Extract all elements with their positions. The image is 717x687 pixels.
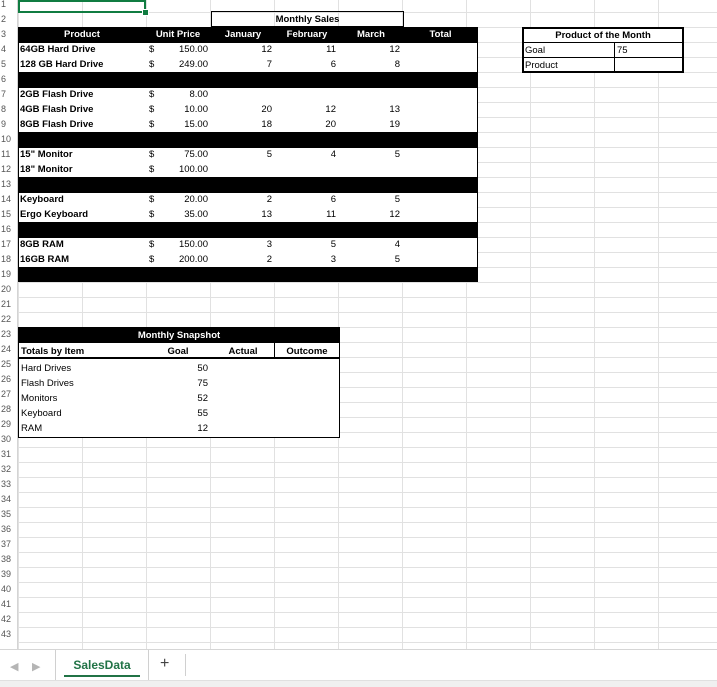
february-cell[interactable]: 5 xyxy=(330,239,336,250)
february-cell[interactable]: 3 xyxy=(330,254,336,265)
january-cell[interactable] xyxy=(211,87,275,102)
march-cell[interactable]: 5 xyxy=(394,149,400,160)
january-cell[interactable] xyxy=(211,162,275,177)
product-of-month-title[interactable]: Product of the Month xyxy=(555,30,651,41)
january-cell[interactable]: 13 xyxy=(261,209,272,220)
monthly-sales-header[interactable]: Monthly Sales xyxy=(275,14,340,25)
snapshot-goal[interactable]: 75 xyxy=(197,378,208,389)
january-cell[interactable]: 12 xyxy=(261,44,272,55)
january-cell[interactable]: 20 xyxy=(261,104,272,115)
snapshot-goal[interactable]: 50 xyxy=(197,363,208,374)
unit-price-cell[interactable]: 249.00 xyxy=(178,59,208,70)
row-number[interactable]: 41 xyxy=(1,599,12,609)
row-number[interactable]: 19 xyxy=(1,269,12,279)
february-cell[interactable]: 11 xyxy=(326,209,336,220)
row-number[interactable]: 15 xyxy=(1,209,12,219)
row-number[interactable]: 27 xyxy=(1,389,12,399)
unit-price-cell[interactable]: 150.00 xyxy=(178,44,208,55)
row-number[interactable]: 12 xyxy=(1,164,12,174)
currency-symbol: $ xyxy=(149,149,155,160)
february-cell[interactable] xyxy=(275,162,339,177)
snapshot-title[interactable]: Monthly Snapshot xyxy=(137,330,221,341)
row-number[interactable]: 18 xyxy=(1,254,12,264)
january-cell[interactable]: 5 xyxy=(266,149,272,160)
unit-price-cell[interactable]: 15.00 xyxy=(184,119,208,130)
currency-symbol: $ xyxy=(149,209,155,220)
snapshot-item[interactable]: Keyboard xyxy=(21,408,62,419)
snapshot-header-goal[interactable]: Goal xyxy=(167,346,189,357)
header-unit-price[interactable]: Unit Price xyxy=(155,29,201,40)
row-header[interactable] xyxy=(0,0,18,649)
row-number[interactable]: 35 xyxy=(1,509,12,519)
header-total[interactable]: Total xyxy=(429,29,452,40)
header-product[interactable]: Product xyxy=(64,29,100,40)
currency-symbol: $ xyxy=(149,44,155,55)
header-february[interactable]: February xyxy=(286,29,328,40)
pom-goal-label[interactable]: Goal xyxy=(525,45,546,56)
snapshot-item[interactable]: RAM xyxy=(21,423,43,434)
snapshot-goal[interactable]: 12 xyxy=(197,423,208,434)
prev-sheet-icon[interactable]: ◀ xyxy=(10,661,19,673)
row-number[interactable]: 36 xyxy=(1,524,12,534)
product-cell[interactable]: Keyboard xyxy=(20,194,64,205)
product-cell[interactable]: 8GB Flash Drive xyxy=(20,119,94,130)
tab-separator xyxy=(185,654,186,676)
snapshot-item[interactable]: Hard Drives xyxy=(21,363,72,374)
march-cell[interactable]: 13 xyxy=(389,104,400,115)
product-cell[interactable]: 2GB Flash Drive xyxy=(20,89,94,100)
row-number[interactable]: 33 xyxy=(1,479,12,489)
product-cell[interactable]: 16GB RAM xyxy=(20,254,70,265)
sheet-tab-bar xyxy=(0,649,717,687)
unit-price-cell[interactable]: 10.00 xyxy=(184,104,208,115)
row-number[interactable]: 22 xyxy=(1,314,12,324)
snapshot-header-item[interactable]: Totals by Item xyxy=(21,346,85,357)
row-number[interactable]: 1 xyxy=(1,0,7,9)
february-cell[interactable]: 20 xyxy=(325,119,336,130)
product-cell[interactable]: 18" Monitor xyxy=(20,164,73,175)
row-number[interactable]: 42 xyxy=(1,614,12,624)
product-cell[interactable]: Ergo Keyboard xyxy=(20,209,89,220)
product-cell[interactable]: 8GB RAM xyxy=(20,239,64,250)
pom-goal-value[interactable]: 75 xyxy=(617,45,628,56)
row-number[interactable]: 8 xyxy=(1,104,7,114)
currency-symbol: $ xyxy=(149,164,155,175)
row-number[interactable]: 11 xyxy=(1,149,11,159)
unit-price-cell[interactable]: 75.00 xyxy=(184,149,208,160)
snapshot-goal[interactable]: 55 xyxy=(197,408,208,419)
row-number[interactable]: 13 xyxy=(1,179,12,189)
february-cell[interactable]: 4 xyxy=(330,149,336,160)
currency-symbol: $ xyxy=(149,89,155,100)
row-number[interactable]: 21 xyxy=(1,299,12,309)
snapshot-item[interactable]: Flash Drives xyxy=(21,378,74,389)
row-number[interactable]: 37 xyxy=(1,539,12,549)
fill-handle[interactable] xyxy=(142,9,149,16)
row-number[interactable]: 43 xyxy=(1,629,12,639)
separator-band xyxy=(18,132,478,147)
february-cell[interactable]: 6 xyxy=(330,194,336,205)
unit-price-cell[interactable]: 35.00 xyxy=(184,209,208,220)
sheet-tab-salesdata[interactable]: SalesData xyxy=(55,650,149,680)
next-sheet-icon[interactable]: ▶ xyxy=(32,661,41,673)
february-cell[interactable]: 12 xyxy=(325,104,336,115)
snapshot-header-outcome[interactable]: Outcome xyxy=(286,346,328,357)
row-number[interactable]: 34 xyxy=(1,494,12,504)
separator-band xyxy=(18,267,478,282)
row-number[interactable]: 9 xyxy=(1,119,7,129)
currency-symbol: $ xyxy=(149,239,155,250)
pom-product-label[interactable]: Product xyxy=(525,60,558,71)
january-cell[interactable]: 18 xyxy=(261,119,272,130)
row-number[interactable]: 29 xyxy=(1,419,12,429)
unit-price-cell[interactable]: 8.00 xyxy=(189,89,208,100)
header-january[interactable]: January xyxy=(224,29,262,40)
row-number[interactable]: 32 xyxy=(1,464,12,474)
add-sheet-button[interactable]: + xyxy=(160,655,170,672)
row-number[interactable]: 31 xyxy=(1,449,12,459)
march-cell[interactable]: 4 xyxy=(394,239,400,250)
unit-price-cell[interactable]: 150.00 xyxy=(178,239,208,250)
row-number[interactable]: 40 xyxy=(1,584,12,594)
row-number[interactable]: 16 xyxy=(1,224,12,234)
row-number[interactable]: 4 xyxy=(1,44,7,54)
product-cell[interactable]: 128 GB Hard Drive xyxy=(20,59,104,70)
row-number[interactable]: 3 xyxy=(1,29,7,39)
product-cell[interactable]: 4GB Flash Drive xyxy=(20,104,94,115)
row-number[interactable]: 39 xyxy=(1,569,12,579)
separator-band xyxy=(18,222,478,237)
header-march[interactable]: March xyxy=(357,29,385,40)
currency-symbol: $ xyxy=(149,59,155,70)
march-cell[interactable]: 12 xyxy=(389,44,400,55)
march-cell[interactable] xyxy=(339,87,403,102)
row-number[interactable]: 24 xyxy=(1,344,12,354)
row-number[interactable]: 6 xyxy=(1,74,7,84)
row-number[interactable]: 38 xyxy=(1,554,12,564)
january-cell[interactable]: 2 xyxy=(266,194,272,205)
snapshot-goal[interactable]: 52 xyxy=(197,393,208,404)
row-number[interactable]: 26 xyxy=(1,374,12,384)
march-cell[interactable]: 8 xyxy=(394,59,400,70)
row-number[interactable]: 20 xyxy=(1,284,12,294)
march-cell[interactable]: 5 xyxy=(394,254,400,265)
march-cell[interactable]: 5 xyxy=(394,194,400,205)
separator-band xyxy=(18,177,478,192)
unit-price-cell[interactable]: 20.00 xyxy=(184,194,208,205)
february-cell[interactable] xyxy=(275,87,339,102)
row-number[interactable]: 14 xyxy=(1,194,12,204)
january-cell[interactable]: 2 xyxy=(266,254,272,265)
currency-symbol: $ xyxy=(149,254,155,265)
row-number[interactable]: 28 xyxy=(1,404,12,414)
product-cell[interactable]: 64GB Hard Drive xyxy=(20,44,96,55)
row-number[interactable]: 5 xyxy=(1,59,7,69)
row-number[interactable]: 10 xyxy=(1,134,12,144)
february-cell[interactable]: 6 xyxy=(330,59,336,70)
march-cell[interactable]: 12 xyxy=(389,209,400,220)
separator-band xyxy=(18,72,478,87)
snapshot-header-actual[interactable]: Actual xyxy=(228,346,258,357)
march-cell[interactable]: 19 xyxy=(389,119,400,130)
february-cell[interactable]: 11 xyxy=(326,44,336,55)
row-number[interactable]: 25 xyxy=(1,359,12,369)
january-cell[interactable]: 3 xyxy=(266,239,272,250)
active-cell-selection[interactable] xyxy=(18,0,146,13)
currency-symbol: $ xyxy=(149,194,155,205)
row-number[interactable]: 7 xyxy=(1,89,7,99)
currency-symbol: $ xyxy=(149,119,155,130)
currency-symbol: $ xyxy=(149,104,155,115)
product-cell[interactable]: 15" Monitor xyxy=(20,149,73,160)
march-cell[interactable] xyxy=(339,162,403,177)
row-number[interactable]: 30 xyxy=(1,434,12,444)
row-number[interactable]: 17 xyxy=(1,239,12,249)
unit-price-cell[interactable]: 200.00 xyxy=(178,254,208,265)
row-number[interactable]: 2 xyxy=(1,14,7,24)
snapshot-item[interactable]: Monitors xyxy=(21,393,58,404)
january-cell[interactable]: 7 xyxy=(266,59,272,70)
unit-price-cell[interactable]: 100.00 xyxy=(178,164,208,175)
pom-product-value[interactable] xyxy=(617,58,683,73)
row-number[interactable]: 23 xyxy=(1,329,12,339)
pom-divider xyxy=(614,43,615,72)
